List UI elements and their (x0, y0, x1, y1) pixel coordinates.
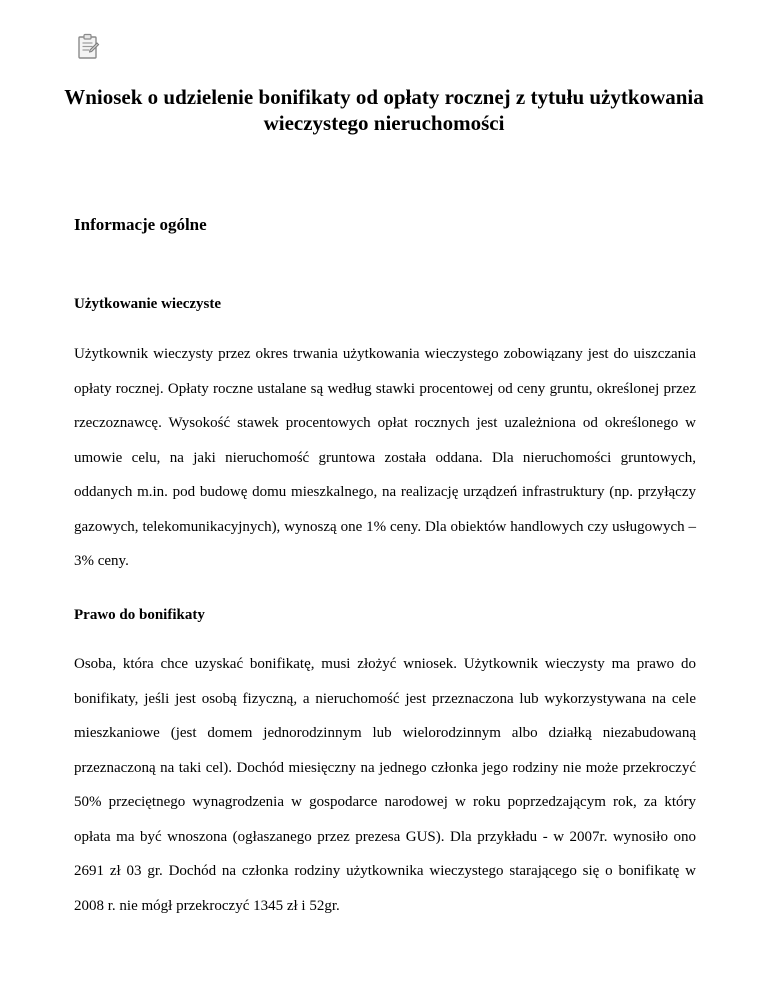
section-heading-general-info: Informacje ogólne (74, 215, 207, 234)
subheading-perpetual-usufruct: Użytkowanie wieczyste (74, 296, 222, 312)
paragraph-perpetual-usufruct: Użytkownik wieczysty przez okres trwania użytkowania wieczystego zobowiązany jest do uiszczania opłaty rocznej. Opłaty roczne ustalane są według stawki procentowej od ceny gruntu, określonej przez rzeczoznawcę. Wysokość stawek procentowych opłat rocznych jest uzależniona od określonego w umowie celu, na jaki nieruchomość gruntowa została oddana. Dla nieruchomości gruntowych, oddanych m.in. pod budowę domu mieszkalnego, na realizację urządzeń infrastruktury (np. przyłączy gazowych, telekomunikacyjnych), wynoszą one 1% ceny. Dla obiektów handlowych czy usługowych – 3% ceny. (74, 346, 696, 569)
paragraph-right-to-discount: Osoba, która chce uzyskać bonifikatę, musi złożyć wniosek. Użytkownik wieczysty ma prawo do bonifikaty, jeśli jest osobą fizyczną, a nieruchomość jest przeznaczona lub wykorzystywana na cele mieszkaniowe (jest domem jednorodzinnym lub wielorodzinnym albo działką niezabudowaną przeznaczoną na taki cel). Dochód miesięczny na jednego członka jego rodziny nie może przekroczyć 50% przeciętnego wynagrodzenia w gospodarce narodowej w roku poprzedzającym rok, za który opłata ma być wnoszona (ogłaszanego przez prezesa GUS). Dla przykładu - w 2007r. wynosiło ono 2691 zł 03 gr. Dochód na członka rodziny użytkownika wieczystego starającego się o bonifikatę w 2008 r. nie mógł przekroczyć 1345 zł i 52gr. (74, 656, 696, 914)
clipboard-document-icon (76, 32, 100, 60)
document-title: Wniosek o udzielenie bonifikaty od opłaty rocznej z tytułu użytkowania wieczystego nieruchomości (64, 85, 704, 135)
subheading-right-to-discount: Prawo do bonifikaty (74, 607, 205, 623)
